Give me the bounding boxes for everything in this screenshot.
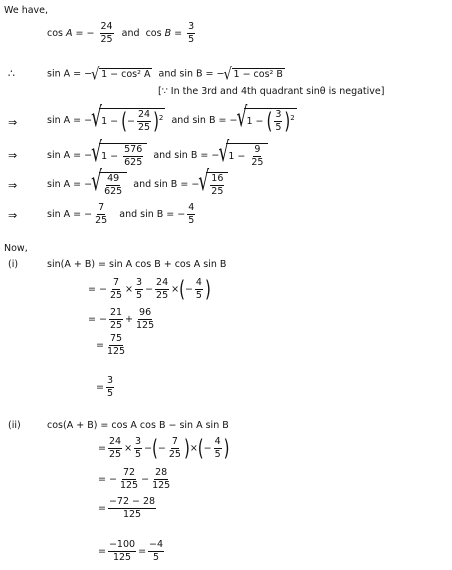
- part1-line1: = − $\frac{7}{25}$ × $\frac{3}{5}$ − $\frac{24}{25}$ ×(− $\frac{4}{5}$ ): [88, 275, 211, 303]
- step2-line: sin A = −√ 1 − (− $\frac{24}{25}$ )$^2$ and sin B = −√ 1 − ( $\frac{3}{5}$ )$^2$: [47, 108, 297, 133]
- given-cos-a: cos: [47, 27, 63, 39]
- sqrt-expression: √ 1 − (− $\frac{24}{25}$ )$^2$: [99, 108, 165, 133]
- part2-line1: = $\frac{24}{25}$ × $\frac{3}{5}$ −(− $\frac{7}{25}$ )×(− $\frac{4}{5}$ ): [98, 434, 230, 462]
- part1-line2: = − $\frac{21}{25}$ + $\frac{96}{125}$: [88, 307, 155, 331]
- implies-symbol: ⇒: [8, 116, 18, 129]
- part2-label: (ii): [8, 420, 21, 431]
- sqrt-expression: √ 1 − cos² A: [99, 68, 152, 80]
- sqrt-expression: √ 1 − $\frac{9}{25}$: [226, 143, 268, 168]
- fraction: $\frac{24}{25}$: [100, 21, 113, 45]
- now-text: Now,: [4, 243, 28, 254]
- implies-symbol: ⇒: [8, 209, 18, 222]
- part2-line3: = $\frac{-72 - 28}{125}$: [98, 496, 156, 520]
- part2-head: cos(A + B) = cos A cos B − sin A sin B: [47, 420, 229, 431]
- therefore-symbol: ∴: [8, 67, 15, 80]
- implies-symbol: ⇒: [8, 179, 18, 192]
- step1-line: sin A = −√ 1 − cos² A and sin B = −√ 1 − cos² B: [47, 68, 285, 80]
- sqrt-expression: √ $\frac{49}{625}$: [99, 172, 127, 197]
- part2-result: = $\frac{-100}{125}$ = $\frac{-4}{5}$: [98, 539, 164, 563]
- part1-head: sin(A + B) = sin A cos B + cos A sin B: [47, 259, 227, 270]
- sqrt-expression: √ 1 − ( $\frac{3}{5}$ )$^2$: [244, 108, 296, 133]
- fraction: $\frac{3}{5}$: [188, 21, 195, 45]
- sqrt-expression: √ 1 − $\frac{576}{625}$: [99, 143, 147, 168]
- implies-symbol: ⇒: [8, 149, 18, 162]
- step3-line: sin A = −√ 1 − $\frac{576}{625}$ and sin B = −√ 1 − $\frac{9}{25}$: [47, 143, 268, 168]
- given-line: cos A = − $\frac{24}{25}$ and cos B = $\frac{3}{5}$: [47, 21, 195, 45]
- part1-label: (i): [8, 259, 19, 270]
- sqrt-expression: √ 1 − cos² B: [232, 68, 285, 80]
- part2-line2: = − $\frac{72}{125}$ − $\frac{28}{125}$: [98, 467, 171, 491]
- part1-line3: = $\frac{75}{125}$: [96, 333, 126, 357]
- part1-result: = $\frac{3}{5}$: [96, 375, 114, 399]
- quadrant-note: [∵ In the 3rd and 4th quadrant sinθ is negative]: [158, 86, 385, 97]
- intro-text: We have,: [4, 5, 49, 16]
- sqrt-expression: √ $\frac{16}{25}$: [206, 172, 228, 197]
- step5-line: sin A = − $\frac{7}{25}$ and sin B = − $\frac{4}{5}$: [47, 202, 195, 226]
- step4-line: sin A = − √ $\frac{49}{625}$ and sin B = − √ $\frac{16}{25}$: [47, 172, 228, 197]
